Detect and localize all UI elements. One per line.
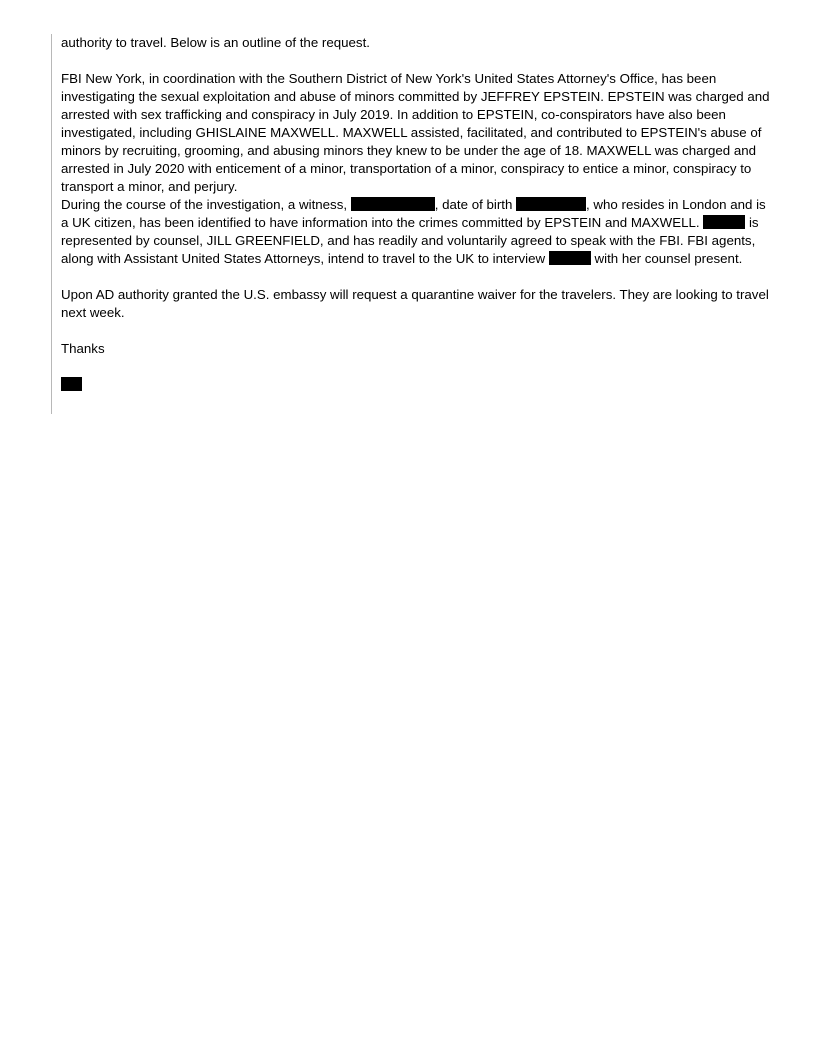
spacer [61,358,773,376]
closing-thanks: Thanks [61,341,105,356]
witness-text-5: with her counsel present. [590,251,743,266]
email-body [61,34,773,394]
witness-text-2: , date of birth [434,197,517,212]
redaction-signature [61,377,82,391]
redaction-witness-name-2 [703,215,745,229]
spacer [61,268,773,286]
redaction-date-of-birth [516,197,586,211]
redaction-witness-name-3 [549,251,591,265]
spacer [61,52,773,70]
spacer [61,322,773,340]
redaction-witness-name [351,197,435,211]
signature-line [61,376,773,394]
witness-text-4: is represented by counsel, JILL GREENFIELD, and has readily and voluntarily agreed to speak with the FBI. FBI agents, along with Assistant United States Attorneys, intend to travel to the UK to interview [61,215,759,266]
paragraph-quarantine-waiver: Upon AD authority granted the U.S. embassy will request a quarantine waiver for the travelers. They are looking to travel next week. [61,287,769,320]
witness-text-1: During the course of the investigation, a witness, [61,197,351,212]
paragraph-investigation: FBI New York, in coordination with the Southern District of New York's United States Attorney's Office, has been investigating the sexual exploitation and abuse of minors committed by JEFFREY EPSTEIN. EPSTEIN was charged and arrested with sex trafficking and conspiracy in July 2019. In addition to EPSTEIN, co-conspirators have also been investigated, including GHISLAINE MAXWELL. MAXWELL assisted, facilitated, and contributed to EPSTEIN's abuse of minors by recruiting, grooming, and abusing minors they knew to be under the age of 18. MAXWELL was charged and arrested in July 2020 with enticement of a minor, transportation of a minor, conspiracy to entice a minor, conspiracy to transport a minor, and perjury. [61,71,770,194]
witness-text-3: , who resides in London and is a UK citizen, has been identified to have information into the crimes committed by EPSTEIN and MAXWELL. [61,197,766,230]
paragraph-witness [61,196,773,268]
intro-line: authority to travel. Below is an outline of the request. [61,35,370,50]
quote-bar [51,34,52,414]
